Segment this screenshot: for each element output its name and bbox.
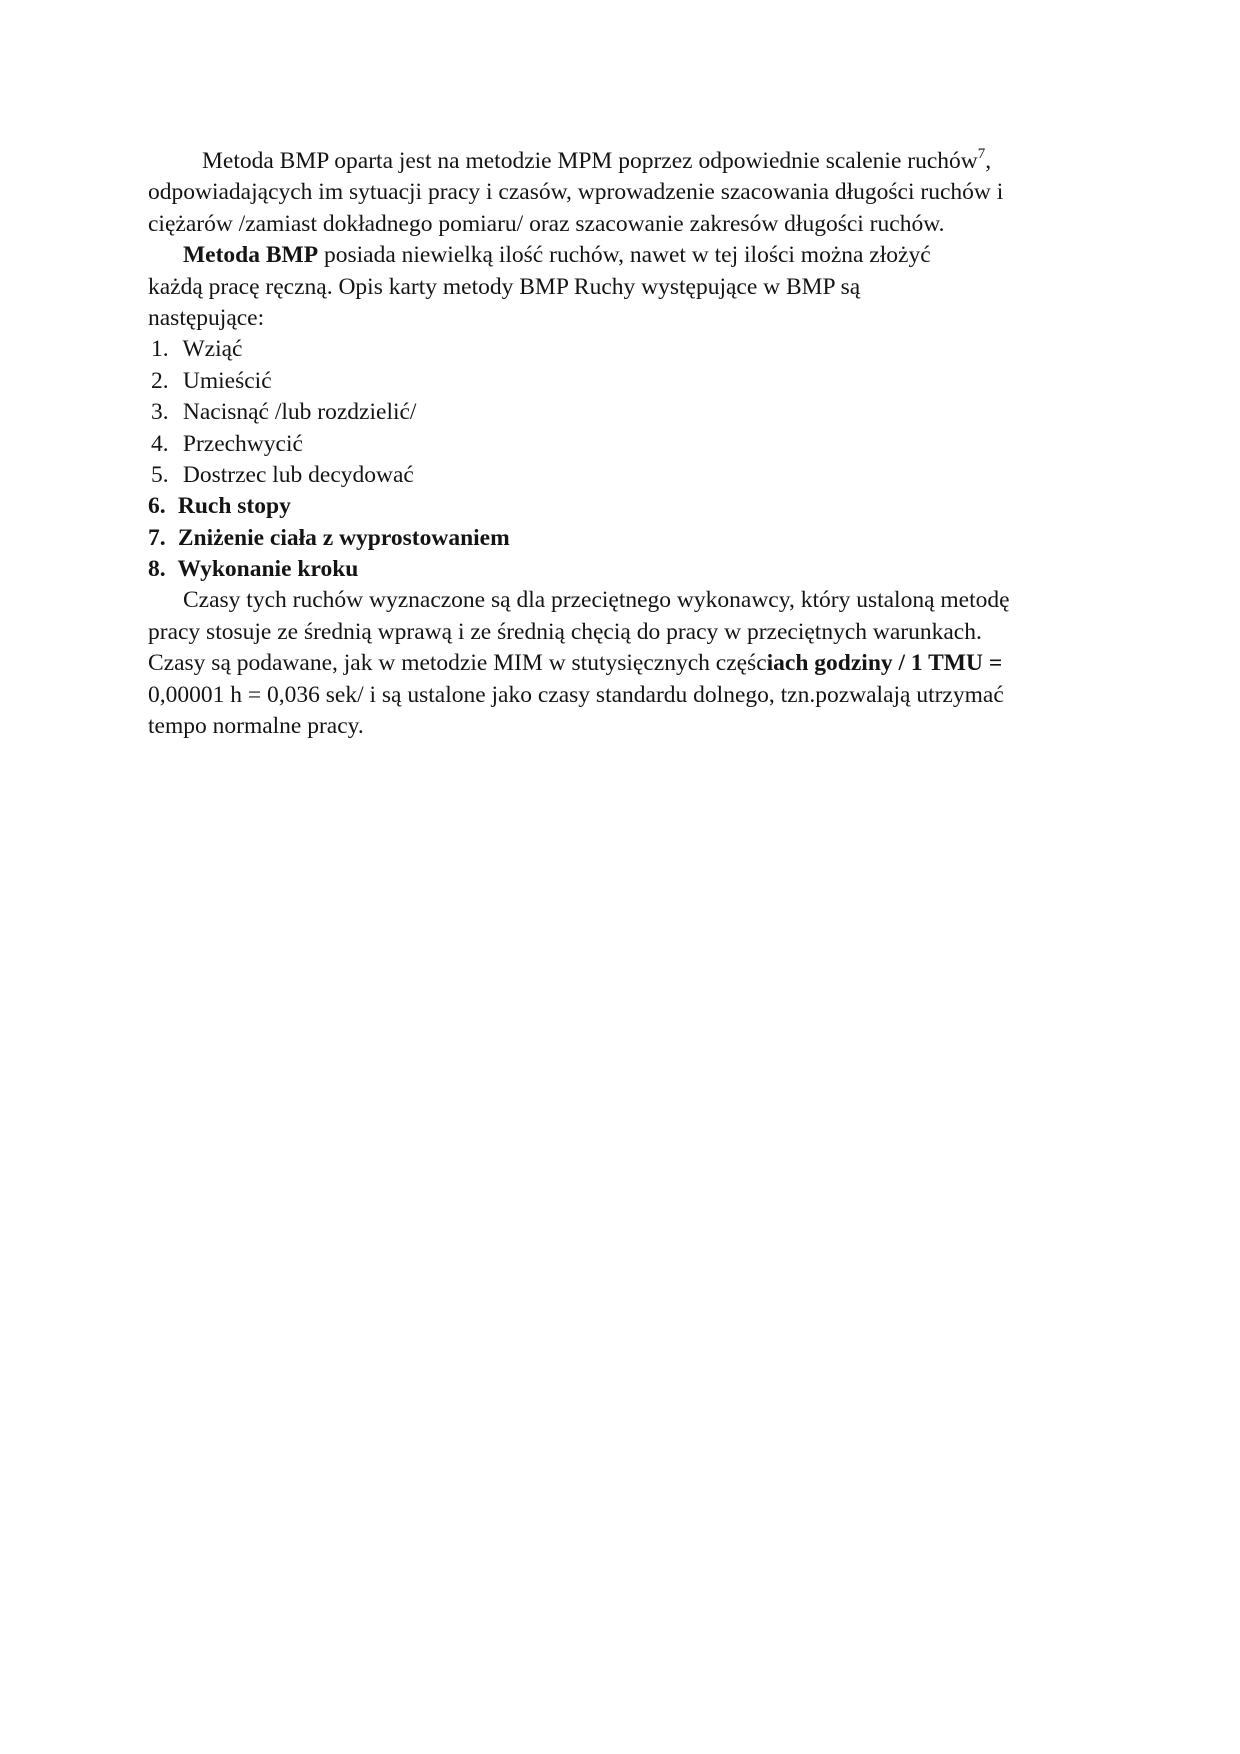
list-item-label: Zniżenie ciała z wyprostowaniem: [177, 524, 510, 551]
list-item: [148, 523, 1068, 554]
list-item-label: Przechwycić: [182, 430, 303, 457]
list-item-number: 4.: [151, 430, 169, 457]
list-item-number: 5.: [151, 461, 169, 488]
paragraph-2-line-2: każdą pracę ręczną. Opis karty metody BMP Ruchy występujące w BMP są: [148, 273, 861, 300]
footnote-marker: 7: [977, 146, 986, 162]
document-body: [148, 146, 1068, 742]
paragraph-3-line-2: pracy stosuje ze średnią wprawą i ze średnią chęcią do pracy w przeciętnych warunkach.: [148, 618, 982, 645]
list-item: [148, 554, 1068, 585]
paragraph-3-line-5: tempo normalne pracy.: [148, 713, 364, 740]
list-item: [148, 397, 1068, 428]
list-item-label: Umieścić: [182, 367, 272, 394]
list-item: [148, 366, 1068, 397]
list-item-number: 2.: [151, 367, 169, 394]
list-item-label: Nacisnąć /lub rozdzielić/: [182, 399, 417, 426]
list-item-number: 8.: [148, 556, 166, 583]
paragraph-3-line-3: [148, 648, 1068, 679]
list-item-number: 3.: [151, 399, 169, 426]
paragraph-2-line-1: [148, 240, 1068, 271]
list-item: [148, 334, 1068, 365]
list-item-number: 7.: [148, 524, 166, 551]
list-item-number: 1.: [151, 336, 169, 363]
method-bmp-heading: Metoda BMP: [183, 242, 319, 269]
paragraph-1-line-3: ciężarów /zamiast dokładnego pomiaru/ oraz szacowanie zakresów długości ruchów.: [148, 210, 945, 237]
list-item-label: Dostrzec lub decydować: [182, 461, 414, 488]
paragraph-1-text: Metoda BMP oparta jest na metodzie MPM poprzez odpowiednie scalenie ruchów: [202, 148, 978, 174]
list-item: [148, 460, 1068, 491]
list-item: [148, 429, 1068, 460]
paragraph-1-line-1: [148, 146, 1068, 177]
paragraph-3-bold-text: iach godziny / 1 TMU =: [766, 650, 1003, 677]
paragraph-3-line-1: Czasy tych ruchów wyznaczone są dla przeciętnego wykonawcy, który ustaloną metodę: [183, 587, 1010, 614]
paragraph-1-comma: ,: [985, 148, 992, 174]
paragraph-3-line-4: 0,00001 h = 0,036 sek/ i są ustalone jako czasy standardu dolnego, tzn.pozwalają utrzymać: [148, 681, 1004, 708]
paragraph-2-line-3: następujące:: [148, 304, 265, 331]
list-item: [148, 491, 1068, 522]
list-item-label: Wykonanie kroku: [177, 556, 359, 583]
paragraph-1-line-2: odpowiadających im sytuacji pracy i czasów, wprowadzenie szacowania długości ruchów i: [148, 179, 1004, 206]
list-item-label: Wziąć: [182, 336, 243, 363]
list-item-label: Ruch stopy: [177, 493, 291, 520]
paragraph-2-text: posiada niewielką ilość ruchów, nawet w tej ilości można złożyć: [318, 242, 931, 269]
list-item-number: 6.: [148, 493, 166, 520]
paragraph-3-text: Czasy są podawane, jak w metodzie MIM w stutysięcznych częśc: [148, 650, 767, 677]
